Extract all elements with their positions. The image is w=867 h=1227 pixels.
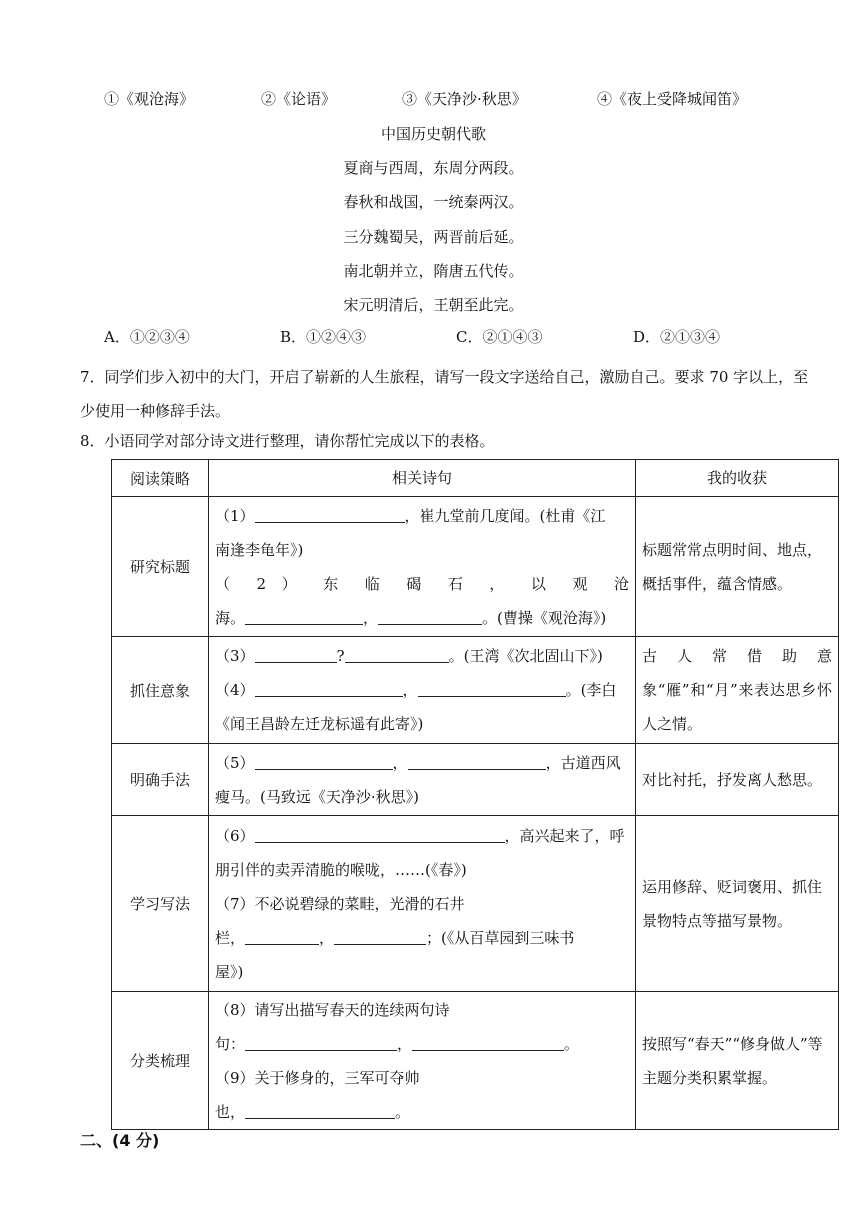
header-lines: 相关诗句 <box>209 460 636 497</box>
poem-line: 春秋和战国，一统秦两汉。 <box>343 193 524 211</box>
answer-blank[interactable] <box>255 680 403 697</box>
answer-blank[interactable] <box>255 646 337 663</box>
strategy-cell: 分类梳理 <box>112 992 209 1130</box>
header-gain: 我的收获 <box>636 460 839 497</box>
choice-d[interactable]: D．②①③④ <box>633 328 721 346</box>
gain-cell: 标题常常点明时间、地点，概括事件，蕴含情感。 <box>636 497 839 637</box>
gain-cell: 按照写“春天”“修身做人”等主题分类积累掌握。 <box>636 992 839 1130</box>
answer-choices <box>0 326 867 350</box>
table-header-row <box>112 460 839 497</box>
poem-line: 南北朝并立，隋唐五代传。 <box>343 262 524 280</box>
lines-cell: （1） ，崔九堂前几度闻。(杜甫《江 南逢李龟年》) （ 2 ） 东 临 碣 石 ， 以 观 沧 海。 ， 。(曹操《观沧海》) <box>209 497 636 637</box>
answer-blank[interactable] <box>345 646 449 663</box>
table-row <box>112 497 839 637</box>
option-3: ③《天净沙·秋思》 <box>402 90 527 108</box>
strategy-cell: 学习写法 <box>112 816 209 992</box>
lines-cell: （6） ，高兴起来了，呼 朋引伴的卖弄清脆的喉咙，……(《春》) （7）不必说碧绿的菜畦，光滑的石井 栏， ， ；(《从百草园到三味书 屋》) <box>209 816 636 992</box>
option-4: ④《夜上受降城闻笛》 <box>597 90 748 108</box>
gain-cell: 运用修辞、贬词褒用、抓住景物特点等描写景物。 <box>636 816 839 992</box>
answer-blank[interactable] <box>245 1102 395 1119</box>
table-row <box>112 816 839 992</box>
answer-blank[interactable] <box>334 928 426 945</box>
option-2: ②《论语》 <box>261 90 337 108</box>
answer-blank[interactable] <box>412 1034 564 1051</box>
answer-blank[interactable] <box>255 506 405 523</box>
table-row <box>112 744 839 816</box>
question-8: 8．小语同学对部分诗文进行整理，请你帮忙完成以下的表格。 <box>80 432 495 450</box>
poem-title: 中国历史朝代歌 <box>380 125 486 143</box>
lines-cell: （3） ? 。(王湾《次北固山下》) （4） ， 。(李白 《闻王昌龄左迁龙标遥有此寄》) <box>209 637 636 744</box>
lines-cell: （8）请写出描写春天的连续两句诗 句： ， 。 （9）关于修身的，三军可夺帅 也， 。 <box>209 992 636 1130</box>
strategy-cell: 明确手法 <box>112 744 209 816</box>
gain-cell: 古人常借助意象“雁”和“月”来表达思乡怀人之情。 <box>636 637 839 744</box>
table-row <box>112 992 839 1130</box>
poem-line: 三分魏蜀吴，两晋前后延。 <box>343 228 524 246</box>
lines-cell: （5） ， ，古道西风 瘦马。(马致远《天净沙·秋思》) <box>209 744 636 816</box>
poem-options-row <box>0 88 867 112</box>
poetry-table <box>111 459 839 1130</box>
table-row <box>112 637 839 744</box>
answer-blank[interactable] <box>245 928 319 945</box>
answer-blank[interactable] <box>255 753 393 770</box>
answer-blank[interactable] <box>418 680 566 697</box>
answer-blank[interactable] <box>378 608 482 625</box>
answer-blank[interactable] <box>255 826 505 843</box>
header-strategy: 阅读策略 <box>112 460 209 497</box>
option-1: ①《观沧海》 <box>104 90 195 108</box>
poem-line: 宋元明清后，王朝至此完。 <box>343 296 524 314</box>
answer-blank[interactable] <box>408 753 546 770</box>
choice-a[interactable]: A．①②③④ <box>104 328 190 346</box>
choice-c[interactable]: C．②①④③ <box>456 328 543 346</box>
question-7: 7．同学们步入初中的大门，开启了崭新的人生旅程，请写一段文字送给自己，激励自己。要求 70 字以上，至少使用一种修辞手法。 <box>80 368 809 420</box>
strategy-cell: 研究标题 <box>112 497 209 637</box>
poem-line: 夏商与西周，东周分两段。 <box>343 159 524 177</box>
section-heading: 二、(4 分) <box>80 1131 160 1150</box>
answer-blank[interactable] <box>245 608 363 625</box>
choice-b[interactable]: B．①②④③ <box>280 328 367 346</box>
gain-cell: 对比衬托，抒发离人愁思。 <box>636 744 839 816</box>
strategy-cell: 抓住意象 <box>112 637 209 744</box>
answer-blank[interactable] <box>245 1034 397 1051</box>
